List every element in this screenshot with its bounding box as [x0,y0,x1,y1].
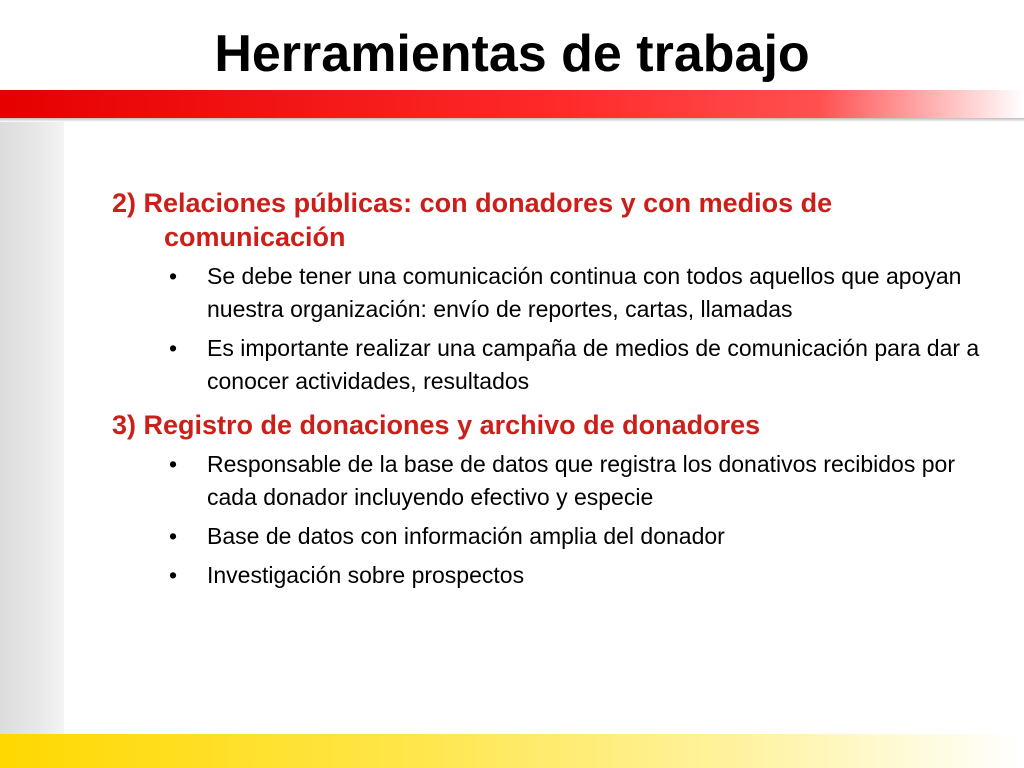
bullet-text: Investigación sobre prospectos [207,562,525,588]
bullet-dot-icon: • [169,263,178,289]
bullet-item [112,520,992,553]
bullet-text: Es importante realizar una campaña de medios de comunicación para dar a conocer actividades, resultados [207,335,980,394]
bullet-item [112,260,992,326]
bullet-text: Responsable de la base de datos que registra los donativos recibidos por cada donador incluyendo efectivo y especie [207,451,955,510]
bullet-list-relaciones-publicas [112,260,992,398]
section-heading-registro-donaciones: 3) Registro de donaciones y archivo de donadores [112,410,761,440]
bullet-item [112,559,992,592]
slide-content [112,186,992,598]
title-underline-bar [0,90,1024,118]
section-heading-relaciones-publicas: 2) Relaciones públicas: con donadores y con medios de comunicación [112,188,833,252]
bullet-list-registro-donaciones [112,448,992,592]
bullet-item [112,332,992,398]
bullet-dot-icon: • [169,562,178,588]
bullet-text: Se debe tener una comunicación continua con todos aquellos que apoyan nuestra organización: envío de reportes, cartas, llamadas [207,263,962,322]
bullet-dot-icon: • [169,523,178,549]
footer-decorative-bar [0,734,1024,768]
title-bar-shadow [0,118,1024,122]
bullet-dot-icon: • [169,451,178,477]
slide-title: Herramientas de trabajo [214,25,810,83]
bullet-dot-icon: • [169,335,178,361]
bullet-item [112,448,992,514]
bullet-text: Base de datos con información amplia del donador [207,523,725,549]
left-decorative-stripe [0,122,64,734]
